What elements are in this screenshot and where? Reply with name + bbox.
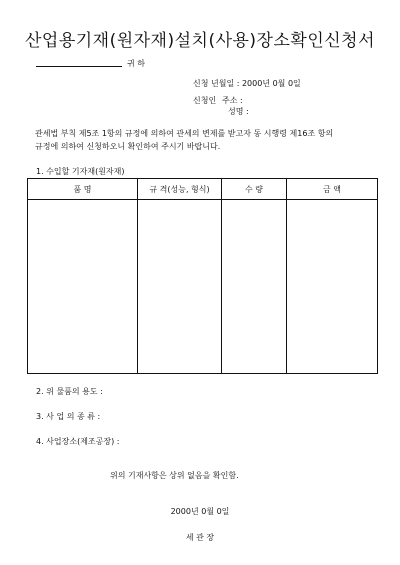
section-imported-goods-label: 1. 수입할 기자재(원자재)	[36, 167, 125, 176]
address-label: 주소 :	[222, 96, 243, 105]
header-amount: 금 액	[287, 179, 378, 200]
header-spec: 규 격(성능, 형식)	[138, 179, 222, 200]
item-purpose-label: 2. 위 물품의 용도 :	[36, 387, 103, 396]
issuer-customs-chief: 세 관 장	[185, 533, 215, 542]
application-date: 신청 년월일 : 2000년 0월 0일	[193, 79, 301, 88]
imported-goods-table	[27, 178, 378, 374]
confirmation-statement: 위의 기재사항은 상위 없음을 확인함.	[110, 471, 239, 480]
cell-item-name	[28, 200, 138, 374]
name-label: 성명 :	[228, 107, 249, 116]
addressee-blank-line	[36, 66, 122, 67]
footer-date: 2000년 0월 0일	[170, 507, 230, 516]
body-text-line-1: 관세법 부칙 제5조 1항의 규정에 의하여 관세의 변제를 받고자 동 시행령 제16조 항의	[35, 129, 334, 138]
cell-spec	[138, 200, 222, 374]
body-text-line-2: 규정에 의하여 신청하오니 확인하여 주시기 바랍니다.	[35, 142, 221, 151]
document-title: 산업용기재(원자재)설치(사용)장소확인신청서	[24, 31, 376, 51]
header-item-name: 품 명	[28, 179, 138, 200]
cell-amount	[287, 200, 378, 374]
applicant-label: 신청인	[193, 96, 217, 105]
addressee-suffix: 귀 하	[127, 59, 145, 68]
cell-quantity	[222, 200, 287, 374]
item-business-location-label: 4. 사업장소(제조공장) :	[36, 437, 120, 446]
item-business-type-label: 3. 사 업 의 종 류 :	[36, 412, 101, 421]
table-body-row	[28, 200, 378, 374]
table-header-row	[28, 179, 378, 200]
header-quantity: 수 량	[222, 179, 287, 200]
